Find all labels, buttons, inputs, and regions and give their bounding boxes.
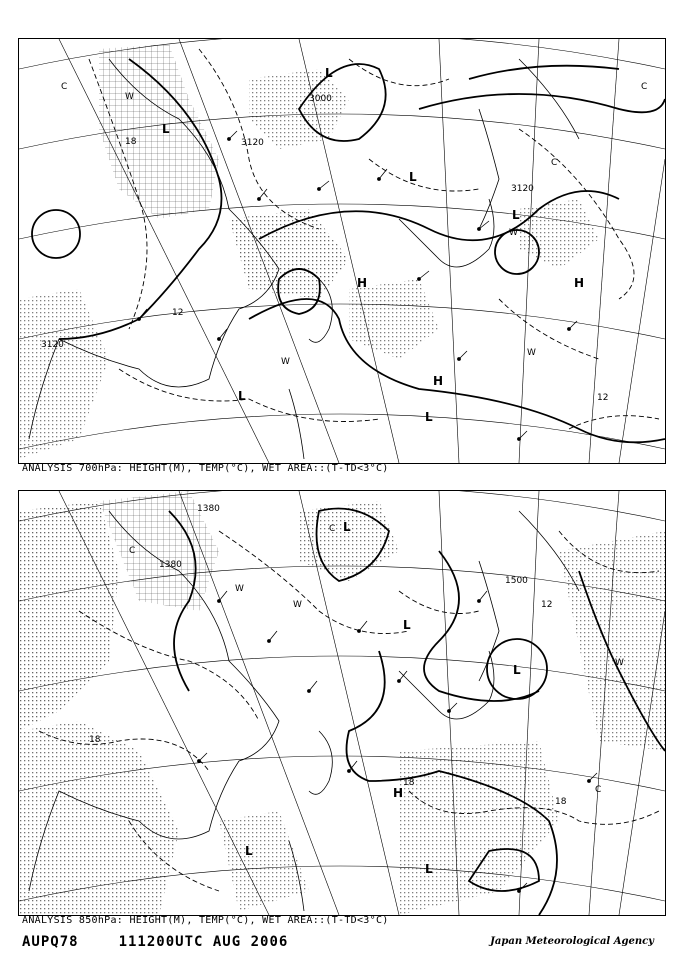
low-center: L bbox=[425, 410, 433, 424]
warm-center-label: W bbox=[235, 584, 244, 594]
height-label: 3120 bbox=[511, 184, 534, 194]
high-center: H bbox=[393, 786, 404, 800]
temp-label: 18 bbox=[125, 137, 137, 147]
warm-center-label: W bbox=[527, 348, 536, 358]
wet-areas bbox=[19, 44, 599, 459]
temp-label: 12 bbox=[597, 393, 609, 403]
cold-center-label: C bbox=[595, 785, 602, 795]
height-label: 1380 bbox=[159, 560, 182, 570]
height-label: 1500 bbox=[505, 576, 528, 586]
low-center: L bbox=[325, 66, 333, 80]
low-center: L bbox=[162, 122, 170, 136]
temp-label: 18 bbox=[555, 797, 567, 807]
panel-caption-850hpa: ANALYSIS 850hPa: HEIGHT(M), TEMP(°C), WET AREA::(T-TD<3°C) bbox=[22, 915, 389, 926]
agency-name: Japan Meteorological Agency bbox=[490, 936, 654, 947]
chart-datetime: 111200UTC AUG 2006 bbox=[118, 934, 289, 950]
high-center: H bbox=[433, 374, 444, 388]
temp-label: 18 bbox=[403, 778, 415, 788]
cold-center-label: C bbox=[129, 546, 136, 556]
high-center: H bbox=[357, 276, 368, 290]
map-panel-850hpa bbox=[18, 490, 666, 916]
height-label: 3000 bbox=[309, 94, 332, 104]
panel-caption-700hpa: ANALYSIS 700hPa: HEIGHT(M), TEMP(°C), WET AREA::(T-TD<3°C) bbox=[22, 463, 389, 474]
wet-areas bbox=[19, 491, 665, 915]
high-center: H bbox=[574, 276, 585, 290]
temp-label: 12 bbox=[172, 308, 184, 318]
height-label: 3120 bbox=[41, 340, 64, 350]
low-center: L bbox=[245, 844, 253, 858]
map-700hpa bbox=[19, 39, 665, 463]
cold-center-label: C bbox=[329, 524, 336, 534]
low-center: L bbox=[343, 520, 351, 534]
cold-center-label: C bbox=[61, 82, 68, 92]
map-850hpa bbox=[19, 491, 665, 915]
cold-center-label: C bbox=[551, 158, 558, 168]
temp-label: 18 bbox=[89, 735, 101, 745]
low-center: L bbox=[425, 862, 433, 876]
warm-center-label: W bbox=[509, 228, 518, 238]
height-label: 1380 bbox=[197, 504, 220, 514]
cold-center-label: C bbox=[641, 82, 648, 92]
low-center: L bbox=[512, 208, 520, 222]
low-center: L bbox=[513, 663, 521, 677]
warm-center-label: W bbox=[281, 357, 290, 367]
warm-center-label: W bbox=[615, 658, 624, 668]
warm-center-label: W bbox=[293, 600, 302, 610]
map-panel-700hpa bbox=[18, 38, 666, 464]
temp-label: 12 bbox=[541, 600, 553, 610]
warm-center-label: W bbox=[125, 92, 134, 102]
low-center: L bbox=[403, 618, 411, 632]
low-center: L bbox=[409, 170, 417, 184]
low-center: L bbox=[238, 389, 246, 403]
chart-code-line bbox=[22, 934, 288, 950]
chart-code: AUPQ78 bbox=[22, 934, 79, 950]
height-label: 3120 bbox=[241, 138, 264, 148]
